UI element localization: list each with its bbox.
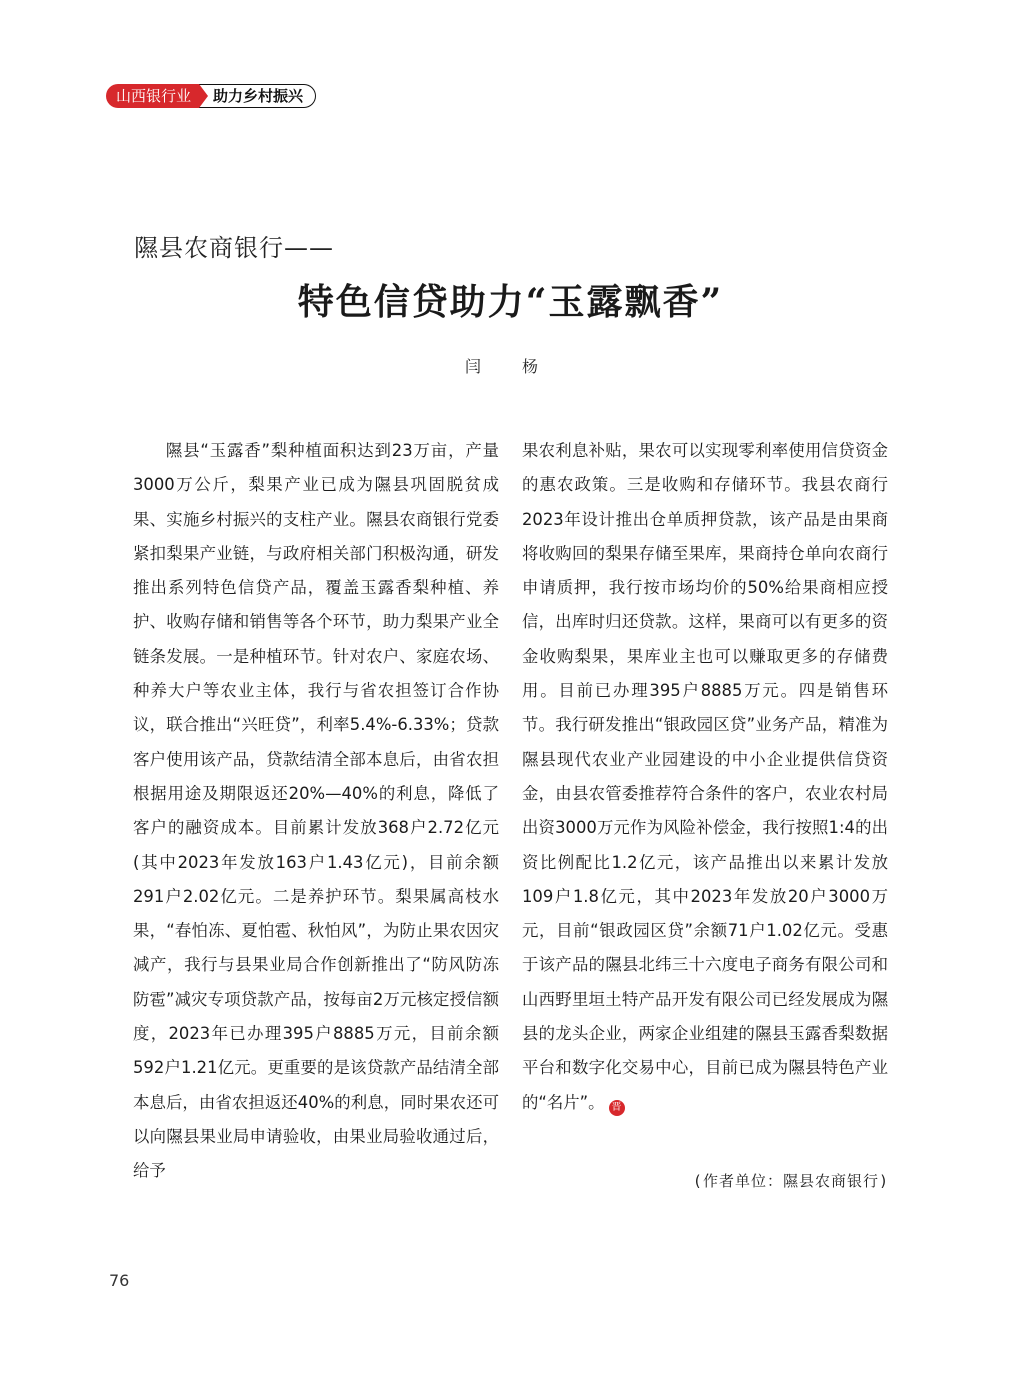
right-column-paragraph [522, 434, 888, 1120]
section-tag [106, 84, 316, 108]
article-subtitle: 隰县农商银行—— [134, 234, 334, 262]
end-mark-icon: 晋 [609, 1100, 625, 1116]
right-column-text: 果农利息补贴，果农可以实现零利率使用信贷资金的惠农政策。三是收购和存储环节。我县农商行2023年设计推出仓单质押贷款，该产品是由果商将收购回的梨果存储至果库，果商持仓单向农商行申请质押，我行按市场均价的50%给果商相应授信，出库时归还贷款。这样，果商可以有更多的资金收购梨果，果库业主也可以赚取更多的存储费用。目前已办理395户8885万元。四是销售环节。我行研发推出“银政园区贷”业务产品，精准为隰县现代农业产业园建设的中小企业提供信贷资金，由县农管委推荐符合条件的客户，农业农村局出资3000万元作为风险补偿金，我行按照1:4的出资比例配比1.2亿元，该产品推出以来累计发放109户1.8亿元，其中2023年发放20户3000万元，目前“银政园区贷”余额71户1.02亿元。受惠于该产品的隰县北纬三十六度电子商务有限公司和山西野里垣土特产品开发有限公司已经发展成为隰县的龙头企业，两家企业组建的隰县玉露香梨数据平台和数字化交易中心，目前已成为隰县特色产业的“名片”。 [522, 441, 888, 1112]
left-column-text: 隰县“玉露香”梨种植面积达到23万亩，产量3000万公斤，梨果产业已成为隰县巩固脱贫成果、实施乡村振兴的支柱产业。隰县农商银行党委紧扣梨果产业链，与政府相关部门积极沟通，研发推出系列特色信贷产品，覆盖玉露香梨种植、养护、收购存储和销售等各个环节，助力梨果产业全链条发展。一是种植环节。针对农户、家庭农场、种养大户等农业主体，我行与省农担签订合作协议，联合推出“兴旺贷”，利率5.4%-6.33%；贷款客户使用该产品，贷款结清全部本息后，由省农担根据用途及期限返还20%—40%的利息，降低了客户的融资成本。目前累计发放368户2.72亿元(其中2023年发放163户1.43亿元)，目前余额291户2.02亿元。二是养护环节。梨果属高枝水果，“春怕冻、夏怕雹、秋怕风”，为防止果农因灾减产，我行与县果业局合作创新推出了“防风防冻防雹”减灾专项贷款产品，按每亩2万元核定授信额度，2023年已办理395户8885万元，目前余额592户1.21亿元。更重要的是该贷款产品结清全部本息后，由省农担返还40%的利息，同时果农还可以向隰县果业局申请验收，由果业局验收通过后，给予 [133, 441, 499, 1181]
left-column [133, 434, 499, 1189]
page-number: 76 [109, 1271, 130, 1290]
section-tag-theme: 助力乡村振兴 [199, 84, 316, 108]
section-tag-region: 山西银行业 [106, 84, 199, 108]
author-affiliation: (作者单位：隰县农商银行) [692, 1172, 889, 1190]
article-author: 闫 杨 [464, 357, 557, 376]
article-title: 特色信贷助力“玉露飘香” [297, 281, 724, 323]
right-column [522, 434, 888, 1120]
